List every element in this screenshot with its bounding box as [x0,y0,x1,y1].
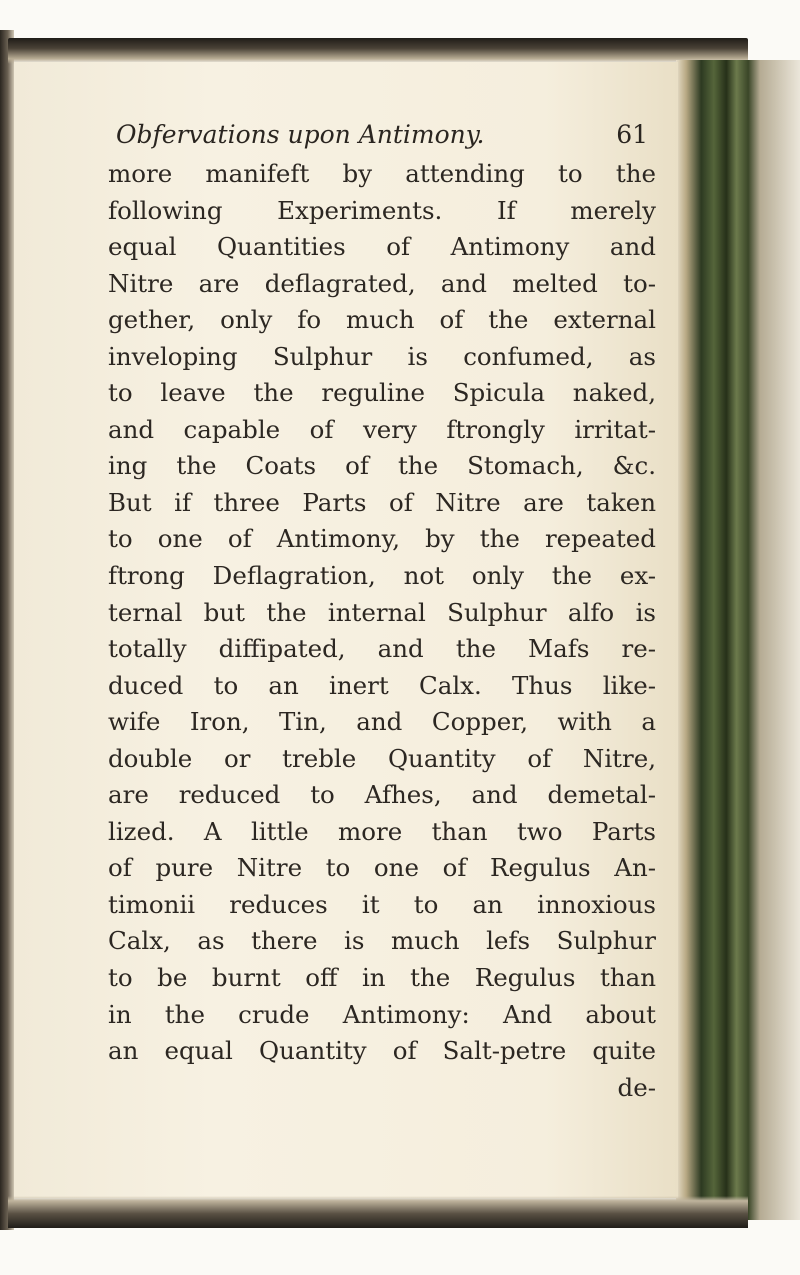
text-line: But if three Parts of Nitre are taken [108,487,656,517]
text-line: to be burnt off in the Regulus than [108,963,656,993]
text-line: ternal but the internal Sulphur alfo is [108,597,656,627]
book-edge-right [676,60,760,1220]
text-line: an equal Quantity of Salt-petre quite [108,1036,656,1066]
running-title: Obfervations upon Antimony. [116,120,485,149]
text-line: duced to an inert Calx. Thus like- [108,670,656,700]
text-line: timonii reduces it to an innoxious [108,889,656,919]
text-line: Calx, as there is much lefs Sulphur [108,926,656,956]
running-header [116,120,648,160]
text-line: equal Quantities of Antimony and [108,232,656,262]
text-line: following Experiments. If merely [108,195,656,225]
text-line: inveloping Sulphur is confumed, as [108,341,656,371]
book-edge-right-fade [760,60,800,1220]
text-line: in the crude Antimony: And about [108,999,656,1029]
text-line: ftrong Deflagration, not only the ex- [108,561,656,591]
page-number: 61 [616,120,648,149]
text-line: and capable of very ftrongly irritat- [108,414,656,444]
book-edge-left [0,30,14,1230]
book-edge-bottom [8,1196,748,1228]
catchword: de- [617,1072,656,1102]
text-line: more manifeft by attending to the [108,159,656,188]
text-line: to one of Antimony, by the repeated [108,524,656,554]
text-line: totally diffipated, and the Mafs re- [108,634,656,664]
text-line: to leave the reguline Spicula naked, [108,378,656,408]
text-line: of pure Nitre to one of Regulus An- [108,853,656,883]
text-line: gether, only fo much of the external [108,305,656,335]
book-edge-top [8,38,748,64]
text-line: lized. A little more than two Parts [108,816,656,846]
text-line: wife Iron, Tin, and Copper, with a [108,707,656,737]
text-line: ing the Coats of the Stomach, &c. [108,451,656,481]
text-line: are reduced to Afhes, and demetal- [108,780,656,810]
body-text [108,156,656,1106]
text-line: Nitre are deflagrated, and melted to- [108,268,656,298]
text-line: double or treble Quantity of Nitre, [108,743,656,773]
